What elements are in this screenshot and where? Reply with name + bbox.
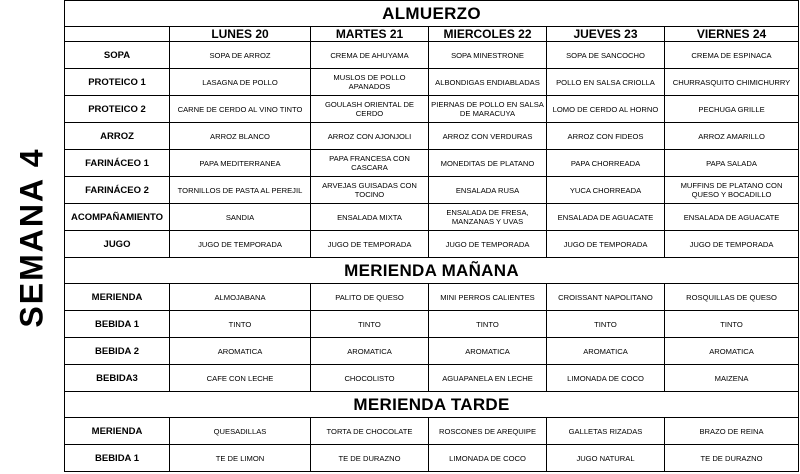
menu-item-cell: MONEDITAS DE PLATANO [429,150,547,177]
menu-item-cell: AGUAPANELA EN LECHE [429,365,547,392]
menu-item-cell: SOPA DE SANCOCHO [547,42,665,69]
menu-item-cell: TINTO [429,311,547,338]
menu-row [65,231,799,258]
menu-item-cell: TE DE LIMON [170,445,311,472]
day-header: LUNES 20 [170,27,311,42]
menu-row [65,123,799,150]
menu-row [65,204,799,231]
menu-item-cell: JUGO DE TEMPORADA [170,231,311,258]
menu-item-cell: ROSCONES DE AREQUIPE [429,418,547,445]
menu-item-cell: PIERNAS DE POLLO EN SALSA DE MARACUYA [429,96,547,123]
day-header: MARTES 21 [311,27,429,42]
menu-item-cell: TINTO [547,311,665,338]
section-header-row [65,392,799,418]
row-label: ARROZ [65,123,170,150]
menu-item-cell: AROMATICA [547,338,665,365]
menu-row [65,42,799,69]
menu-item-cell: ARVEJAS GUISADAS CON TOCINO [311,177,429,204]
menu-item-cell: MUFFINS DE PLATANO CON QUESO Y BOCADILLO [665,177,799,204]
row-label: FARINÁCEO 1 [65,150,170,177]
menu-item-cell: ENSALADA DE FRESA, MANZANAS Y UVAS [429,204,547,231]
menu-item-cell: MUSLOS DE POLLO APANADOS [311,69,429,96]
menu-item-cell: TE DE DURAZNO [665,445,799,472]
menu-item-cell: CHOCOLISTO [311,365,429,392]
menu-item-cell: CREMA DE AHUYAMA [311,42,429,69]
menu-item-cell: BRAZO DE REINA [665,418,799,445]
menu-item-cell: ARROZ CON FIDEOS [547,123,665,150]
menu-item-cell: JUGO DE TEMPORADA [311,231,429,258]
section-header-row [65,258,799,284]
row-label: PROTEICO 2 [65,96,170,123]
menu-item-cell: TE DE DURAZNO [311,445,429,472]
menu-item-cell: JUGO DE TEMPORADA [665,231,799,258]
menu-item-cell: TORTA DE CHOCOLATE [311,418,429,445]
section-title: MERIENDA MAÑANA [65,258,799,284]
row-label: ACOMPAÑAMIENTO [65,204,170,231]
menu-item-cell: SANDIA [170,204,311,231]
menu-item-cell: ALMOJABANA [170,284,311,311]
menu-row [65,150,799,177]
menu-row [65,418,799,445]
menu-item-cell: ENSALADA DE AGUACATE [547,204,665,231]
row-label: BEBIDA 1 [65,311,170,338]
menu-item-cell: ARROZ BLANCO [170,123,311,150]
menu-item-cell: TORNILLOS DE PASTA AL PEREJIL [170,177,311,204]
menu-row [65,177,799,204]
menu-row [65,338,799,365]
menu-item-cell: TINTO [311,311,429,338]
menu-item-cell: MAIZENA [665,365,799,392]
menu-item-cell: JUGO DE TEMPORADA [547,231,665,258]
menu-item-cell: LIMONADA DE COCO [429,445,547,472]
menu-item-cell: ARROZ CON AJONJOLI [311,123,429,150]
menu-item-cell: QUESADILLAS [170,418,311,445]
menu-item-cell: AROMATICA [311,338,429,365]
menu-item-cell: CROISSANT NAPOLITANO [547,284,665,311]
row-label: BEBIDA 1 [65,445,170,472]
menu-item-cell: PAPA MEDITERRANEA [170,150,311,177]
row-label: BEBIDA 2 [65,338,170,365]
menu-item-cell: PECHUGA GRILLE [665,96,799,123]
day-header: JUEVES 23 [547,27,665,42]
section-title: ALMUERZO [65,1,799,27]
row-label: MERIENDA [65,418,170,445]
menu-item-cell: SOPA MINESTRONE [429,42,547,69]
menu-item-cell: AROMATICA [170,338,311,365]
menu-item-cell: ROSQUILLAS DE QUESO [665,284,799,311]
menu-item-cell: CREMA DE ESPINACA [665,42,799,69]
menu-item-cell: CARNE DE CERDO AL VINO TINTO [170,96,311,123]
section-title: MERIENDA TARDE [65,392,799,418]
row-label: PROTEICO 1 [65,69,170,96]
row-label: SOPA [65,42,170,69]
menu-row [65,311,799,338]
menu-item-cell: GOULASH ORIENTAL DE CERDO [311,96,429,123]
menu-item-cell: ENSALADA RUSA [429,177,547,204]
menu-item-cell: TINTO [170,311,311,338]
week-label-container [0,0,64,474]
menu-row [65,365,799,392]
menu-item-cell: AROMATICA [429,338,547,365]
menu-item-cell: ALBONDIGAS ENDIABLADAS [429,69,547,96]
menu-item-cell: TINTO [665,311,799,338]
menu-item-cell: YUCA CHORREADA [547,177,665,204]
menu-item-cell: MINI PERROS CALIENTES [429,284,547,311]
menu-row [65,69,799,96]
menu-item-cell: LASAGNA DE POLLO [170,69,311,96]
menu-table [64,0,799,472]
menu-item-cell: LOMO DE CERDO AL HORNO [547,96,665,123]
menu-item-cell: GALLETAS RIZADAS [547,418,665,445]
menu-item-cell: JUGO NATURAL [547,445,665,472]
menu-item-cell: PALITO DE QUESO [311,284,429,311]
menu-item-cell: POLLO EN SALSA CRIOLLA [547,69,665,96]
menu-row [65,284,799,311]
row-label: JUGO [65,231,170,258]
menu-item-cell: PAPA FRANCESA CON CASCARA [311,150,429,177]
menu-row [65,96,799,123]
menu-item-cell: CAFE CON LECHE [170,365,311,392]
menu-item-cell: CHURRASQUITO CHIMICHURRY [665,69,799,96]
menu-row [65,445,799,472]
menu-item-cell: LIMONADA DE COCO [547,365,665,392]
row-label: BEBIDA3 [65,365,170,392]
menu-item-cell: ARROZ CON VERDURAS [429,123,547,150]
menu-item-cell: JUGO DE TEMPORADA [429,231,547,258]
section-header-row [65,1,799,27]
menu-item-cell: ENSALADA DE AGUACATE [665,204,799,231]
row-label: MERIENDA [65,284,170,311]
menu-item-cell: ARROZ AMARILLO [665,123,799,150]
week-label: SEMANA 4 [13,146,50,328]
day-header-row [65,27,799,42]
day-header: VIERNES 24 [665,27,799,42]
day-header: MIERCOLES 22 [429,27,547,42]
header-corner-cell [65,27,170,42]
menu-item-cell: ENSALADA MIXTA [311,204,429,231]
menu-item-cell: AROMATICA [665,338,799,365]
menu-item-cell: PAPA CHORREADA [547,150,665,177]
row-label: FARINÁCEO 2 [65,177,170,204]
menu-item-cell: SOPA DE ARROZ [170,42,311,69]
menu-item-cell: PAPA SALADA [665,150,799,177]
